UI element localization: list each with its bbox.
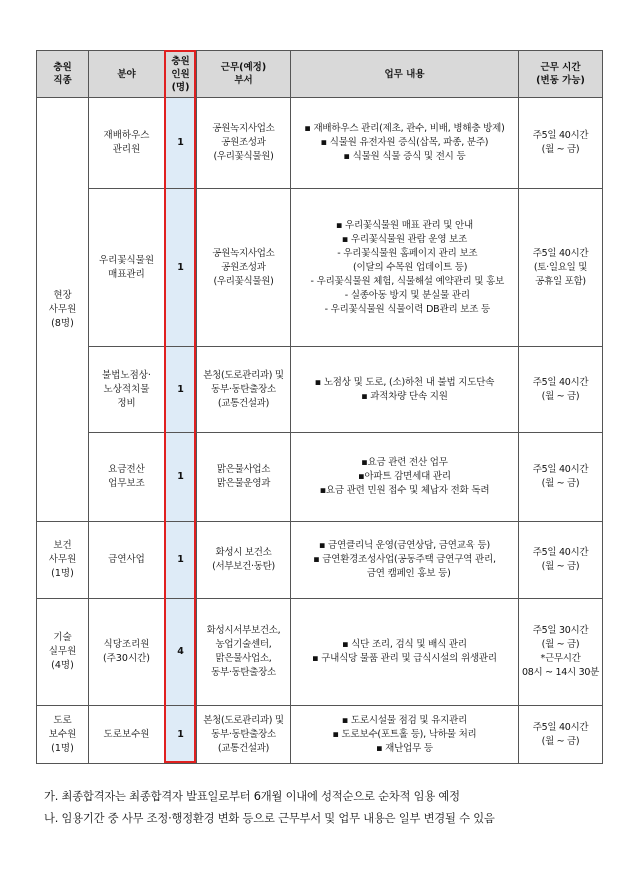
header-count bbox=[165, 51, 197, 98]
cell-line: 매표관리 bbox=[108, 268, 145, 280]
field-cell bbox=[89, 599, 165, 706]
hours-cell bbox=[519, 189, 603, 347]
cell-line: - 우리꽃식물원 체험, 식물해설 예약관리 및 홍보 bbox=[304, 275, 505, 287]
cell-line: (교통건설과) bbox=[217, 397, 270, 409]
cell-line: 1 bbox=[177, 383, 184, 395]
cell-line: ▪ 금연클리닉 운영(금연상담, 금연교육 등) bbox=[319, 540, 490, 551]
cell-line: 화성시서부보건소, bbox=[206, 625, 281, 636]
cell-line: - 실종아동 방지 및 분실물 관리 bbox=[339, 289, 470, 301]
cell-line: 인원 bbox=[171, 68, 190, 80]
cell-line: 본청(도로관리과) 및 bbox=[203, 714, 284, 726]
cell-line: 업무보조 bbox=[108, 478, 145, 489]
cell-line: 공원녹지사업소 bbox=[212, 123, 275, 134]
cell-line: 공휴일 포함) bbox=[535, 275, 586, 287]
cell-line: 충원 bbox=[171, 55, 190, 67]
cell-line: 사무원 bbox=[48, 554, 77, 565]
cell-line: 주5일 40시간 bbox=[532, 376, 589, 388]
cell-line: ▪ 식물원 식물 증식 및 전시 등 bbox=[343, 151, 466, 162]
cell-line: 요금전산 bbox=[108, 464, 145, 475]
hours-cell bbox=[519, 522, 603, 599]
cell-line: ▪ 도로시설물 점검 및 유지관리 bbox=[341, 714, 468, 726]
cell-line: 맑은물사업소, bbox=[215, 653, 272, 664]
cell-line: *근무시간 bbox=[540, 653, 581, 664]
dept-cell bbox=[197, 599, 291, 706]
hours-cell bbox=[519, 347, 603, 433]
cell-line: 주5일 40시간 bbox=[532, 464, 589, 475]
count-cell bbox=[165, 189, 197, 347]
cell-line: 보건 bbox=[53, 540, 72, 551]
count-cell bbox=[165, 98, 197, 189]
header-dept bbox=[197, 51, 291, 98]
cell-line: 1 bbox=[177, 728, 184, 740]
cell-line: 1 bbox=[177, 554, 184, 565]
count-cell bbox=[165, 706, 197, 764]
cell-line: ▪요금 관련 전산 업무 bbox=[361, 457, 448, 468]
cell-line: 동부·동탄출장소 bbox=[211, 667, 276, 678]
category-cell bbox=[37, 706, 89, 764]
header-hours bbox=[519, 51, 603, 98]
category-cell bbox=[37, 599, 89, 706]
cell-line: 맑은물운영과 bbox=[216, 478, 271, 489]
cell-line: 금연사업 bbox=[108, 554, 145, 565]
cell-line: 금연 캠페인 홍보 등) bbox=[358, 568, 451, 579]
cell-line: 공원조성과 bbox=[221, 261, 266, 273]
dept-cell bbox=[197, 522, 291, 599]
cell-line: (우리꽃식물원) bbox=[213, 275, 274, 287]
cell-line: (이달의 수목원 업데이트 등) bbox=[341, 261, 468, 273]
cell-line: 화성시 보건소 bbox=[215, 547, 272, 558]
cell-line: 1 bbox=[177, 261, 184, 273]
cell-line: ▪ 금연환경조성사업(공동주택 금연구역 관리, bbox=[313, 554, 496, 565]
hours-cell bbox=[519, 98, 603, 189]
cell-line: ▪ 식물원 유전자원 증식(삽목, 파종, 분주) bbox=[320, 137, 489, 148]
field-cell bbox=[89, 347, 165, 433]
field-cell bbox=[89, 189, 165, 347]
hours-cell bbox=[519, 706, 603, 764]
cell-line: 농업기술센터, bbox=[215, 639, 272, 650]
cell-line: (월 ~ 금) bbox=[541, 478, 580, 489]
recruitment-table bbox=[36, 50, 603, 764]
cell-line: 맑은물사업소 bbox=[216, 464, 271, 475]
cell-line: (1명) bbox=[51, 568, 74, 579]
field-cell bbox=[89, 433, 165, 522]
cell-line: (월 ~ 금) bbox=[541, 639, 580, 650]
cell-line: ▪ 구내식당 물품 관리 및 급식시설의 위생관리 bbox=[312, 653, 497, 664]
cell-line: ▪ 우리꽃식물원 매표 관리 및 안내 bbox=[335, 219, 474, 231]
cell-line: 사무원 bbox=[48, 303, 77, 315]
cell-line: 업무 내용 bbox=[384, 68, 425, 80]
cell-line: 충원 bbox=[53, 62, 72, 73]
duty-cell bbox=[291, 189, 519, 347]
field-cell bbox=[89, 706, 165, 764]
cell-line: ▪ 도로보수(포트홀 등), 낙하물 처리 bbox=[332, 728, 477, 740]
duty-cell bbox=[291, 98, 519, 189]
cell-line: 공원조성과 bbox=[221, 137, 266, 148]
category-cell bbox=[37, 522, 89, 599]
dept-cell bbox=[197, 706, 291, 764]
cell-line: 실무원 bbox=[48, 646, 77, 657]
cell-line: 불법노점상· bbox=[102, 369, 151, 381]
cell-line: 현장 bbox=[53, 289, 72, 301]
cell-line: - 우리꽃식물원 식물이력 DB관리 보조 등 bbox=[318, 303, 491, 315]
cell-line: 식당조리원 bbox=[103, 639, 150, 650]
cell-line: 분야 bbox=[117, 68, 136, 80]
table-row bbox=[37, 522, 603, 599]
cell-line: 주5일 30시간 bbox=[532, 625, 589, 636]
hours-cell bbox=[519, 599, 603, 706]
cell-line: 주5일 40시간 bbox=[532, 247, 589, 259]
cell-line: 도로보수원 bbox=[103, 728, 150, 740]
note-item: 나. 임용기간 중 사무 조정·행정환경 변화 등으로 근무부서 및 업무 내용은 일부 변경될 수 있음 bbox=[44, 812, 495, 825]
table-row bbox=[37, 599, 603, 706]
cell-line: (월 ~ 금) bbox=[541, 144, 580, 155]
duty-cell bbox=[291, 522, 519, 599]
cell-line: 본청(도로관리과) 및 bbox=[203, 369, 284, 381]
cell-line: 근무 시간 bbox=[540, 62, 581, 73]
table-row bbox=[37, 706, 603, 764]
category-cell bbox=[37, 98, 89, 522]
cell-line: (명) bbox=[171, 81, 190, 93]
cell-line: 1 bbox=[177, 471, 184, 482]
cell-line: (변동 가능) bbox=[536, 75, 585, 86]
hours-cell bbox=[519, 433, 603, 522]
table-row bbox=[37, 98, 603, 189]
cell-line: ▪ 재배하우스 관리(제초, 관수, 비배, 병해충 방제) bbox=[304, 123, 505, 134]
cell-line: 주5일 40시간 bbox=[532, 547, 589, 558]
cell-line: - 우리꽃식물원 홈페이지 관리 보조 bbox=[331, 247, 478, 259]
cell-line: ▪아파트 감면세대 관리 bbox=[358, 471, 451, 482]
dept-cell bbox=[197, 98, 291, 189]
count-cell bbox=[165, 433, 197, 522]
cell-line: ▪ 우리꽃식물원 관람 운영 보조 bbox=[341, 233, 468, 245]
table-row bbox=[37, 347, 603, 433]
cell-line: (주30시간) bbox=[102, 653, 151, 664]
count-cell bbox=[165, 347, 197, 433]
notes bbox=[44, 786, 495, 830]
cell-line: ▪요금 관련 민원 접수 및 체납자 전화 독려 bbox=[319, 485, 490, 496]
cell-line: 부서 bbox=[234, 75, 253, 86]
cell-line: 공원녹지사업소 bbox=[212, 247, 275, 259]
cell-line: 도로 bbox=[53, 714, 72, 726]
cell-line: 동부·동탄출장소 bbox=[211, 728, 276, 740]
cell-line: (서부보건·동탄) bbox=[212, 561, 275, 572]
cell-line: (우리꽃식물원) bbox=[213, 151, 274, 162]
field-cell bbox=[89, 522, 165, 599]
cell-line: (월 ~ 금) bbox=[541, 390, 580, 402]
cell-line: ▪ 과적차량 단속 지원 bbox=[361, 390, 448, 402]
table-row bbox=[37, 433, 603, 522]
cell-line: (4명) bbox=[51, 660, 74, 671]
cell-line: 주5일 40시간 bbox=[532, 130, 589, 141]
cell-line: 4 bbox=[177, 646, 184, 657]
cell-line: 보수원 bbox=[48, 728, 77, 740]
header-category bbox=[37, 51, 89, 98]
cell-line: 재배하우스 bbox=[103, 130, 150, 141]
cell-line: 08시 ~ 14시 30분 bbox=[522, 667, 599, 678]
cell-line: ▪ 노점상 및 도로, (소)하천 내 불법 지도단속 bbox=[314, 376, 495, 388]
cell-line: 근무(예정) bbox=[220, 62, 267, 73]
header-field bbox=[89, 51, 165, 98]
cell-line: 주5일 40시간 bbox=[532, 721, 589, 733]
duty-cell bbox=[291, 706, 519, 764]
cell-line: 동부·동탄출장소 bbox=[211, 383, 276, 395]
cell-line: (교통건설과) bbox=[217, 742, 270, 754]
cell-line: (토·일요일 및 bbox=[533, 261, 588, 273]
cell-line: (8명) bbox=[51, 317, 74, 329]
count-cell bbox=[165, 522, 197, 599]
duty-cell bbox=[291, 433, 519, 522]
cell-line: 우리꽃식물원 bbox=[98, 254, 155, 266]
dept-cell bbox=[197, 189, 291, 347]
table-row bbox=[37, 189, 603, 347]
cell-line: 정비 bbox=[117, 397, 136, 409]
cell-line: 관리원 bbox=[112, 144, 141, 155]
table-header-row bbox=[37, 51, 603, 98]
cell-line: ▪ 식단 조리, 검식 및 배식 관리 bbox=[342, 639, 467, 650]
note-item: 가. 최종합격자는 최종합격자 발표일로부터 6개월 이내에 성적순으로 순차적 임용 예정 bbox=[44, 790, 460, 803]
duty-cell bbox=[291, 347, 519, 433]
dept-cell bbox=[197, 433, 291, 522]
cell-line: ▪ 재난업무 등 bbox=[376, 742, 433, 754]
cell-line: (월 ~ 금) bbox=[541, 561, 580, 572]
cell-line: (1명) bbox=[51, 742, 74, 754]
cell-line: 직종 bbox=[53, 75, 72, 86]
duty-cell bbox=[291, 599, 519, 706]
cell-line: 기술 bbox=[53, 632, 72, 643]
dept-cell bbox=[197, 347, 291, 433]
count-cell bbox=[165, 599, 197, 706]
cell-line: 노상적치물 bbox=[103, 383, 150, 395]
header-duty bbox=[291, 51, 519, 98]
cell-line: (월 ~ 금) bbox=[541, 735, 580, 747]
field-cell bbox=[89, 98, 165, 189]
cell-line: 1 bbox=[177, 137, 184, 148]
